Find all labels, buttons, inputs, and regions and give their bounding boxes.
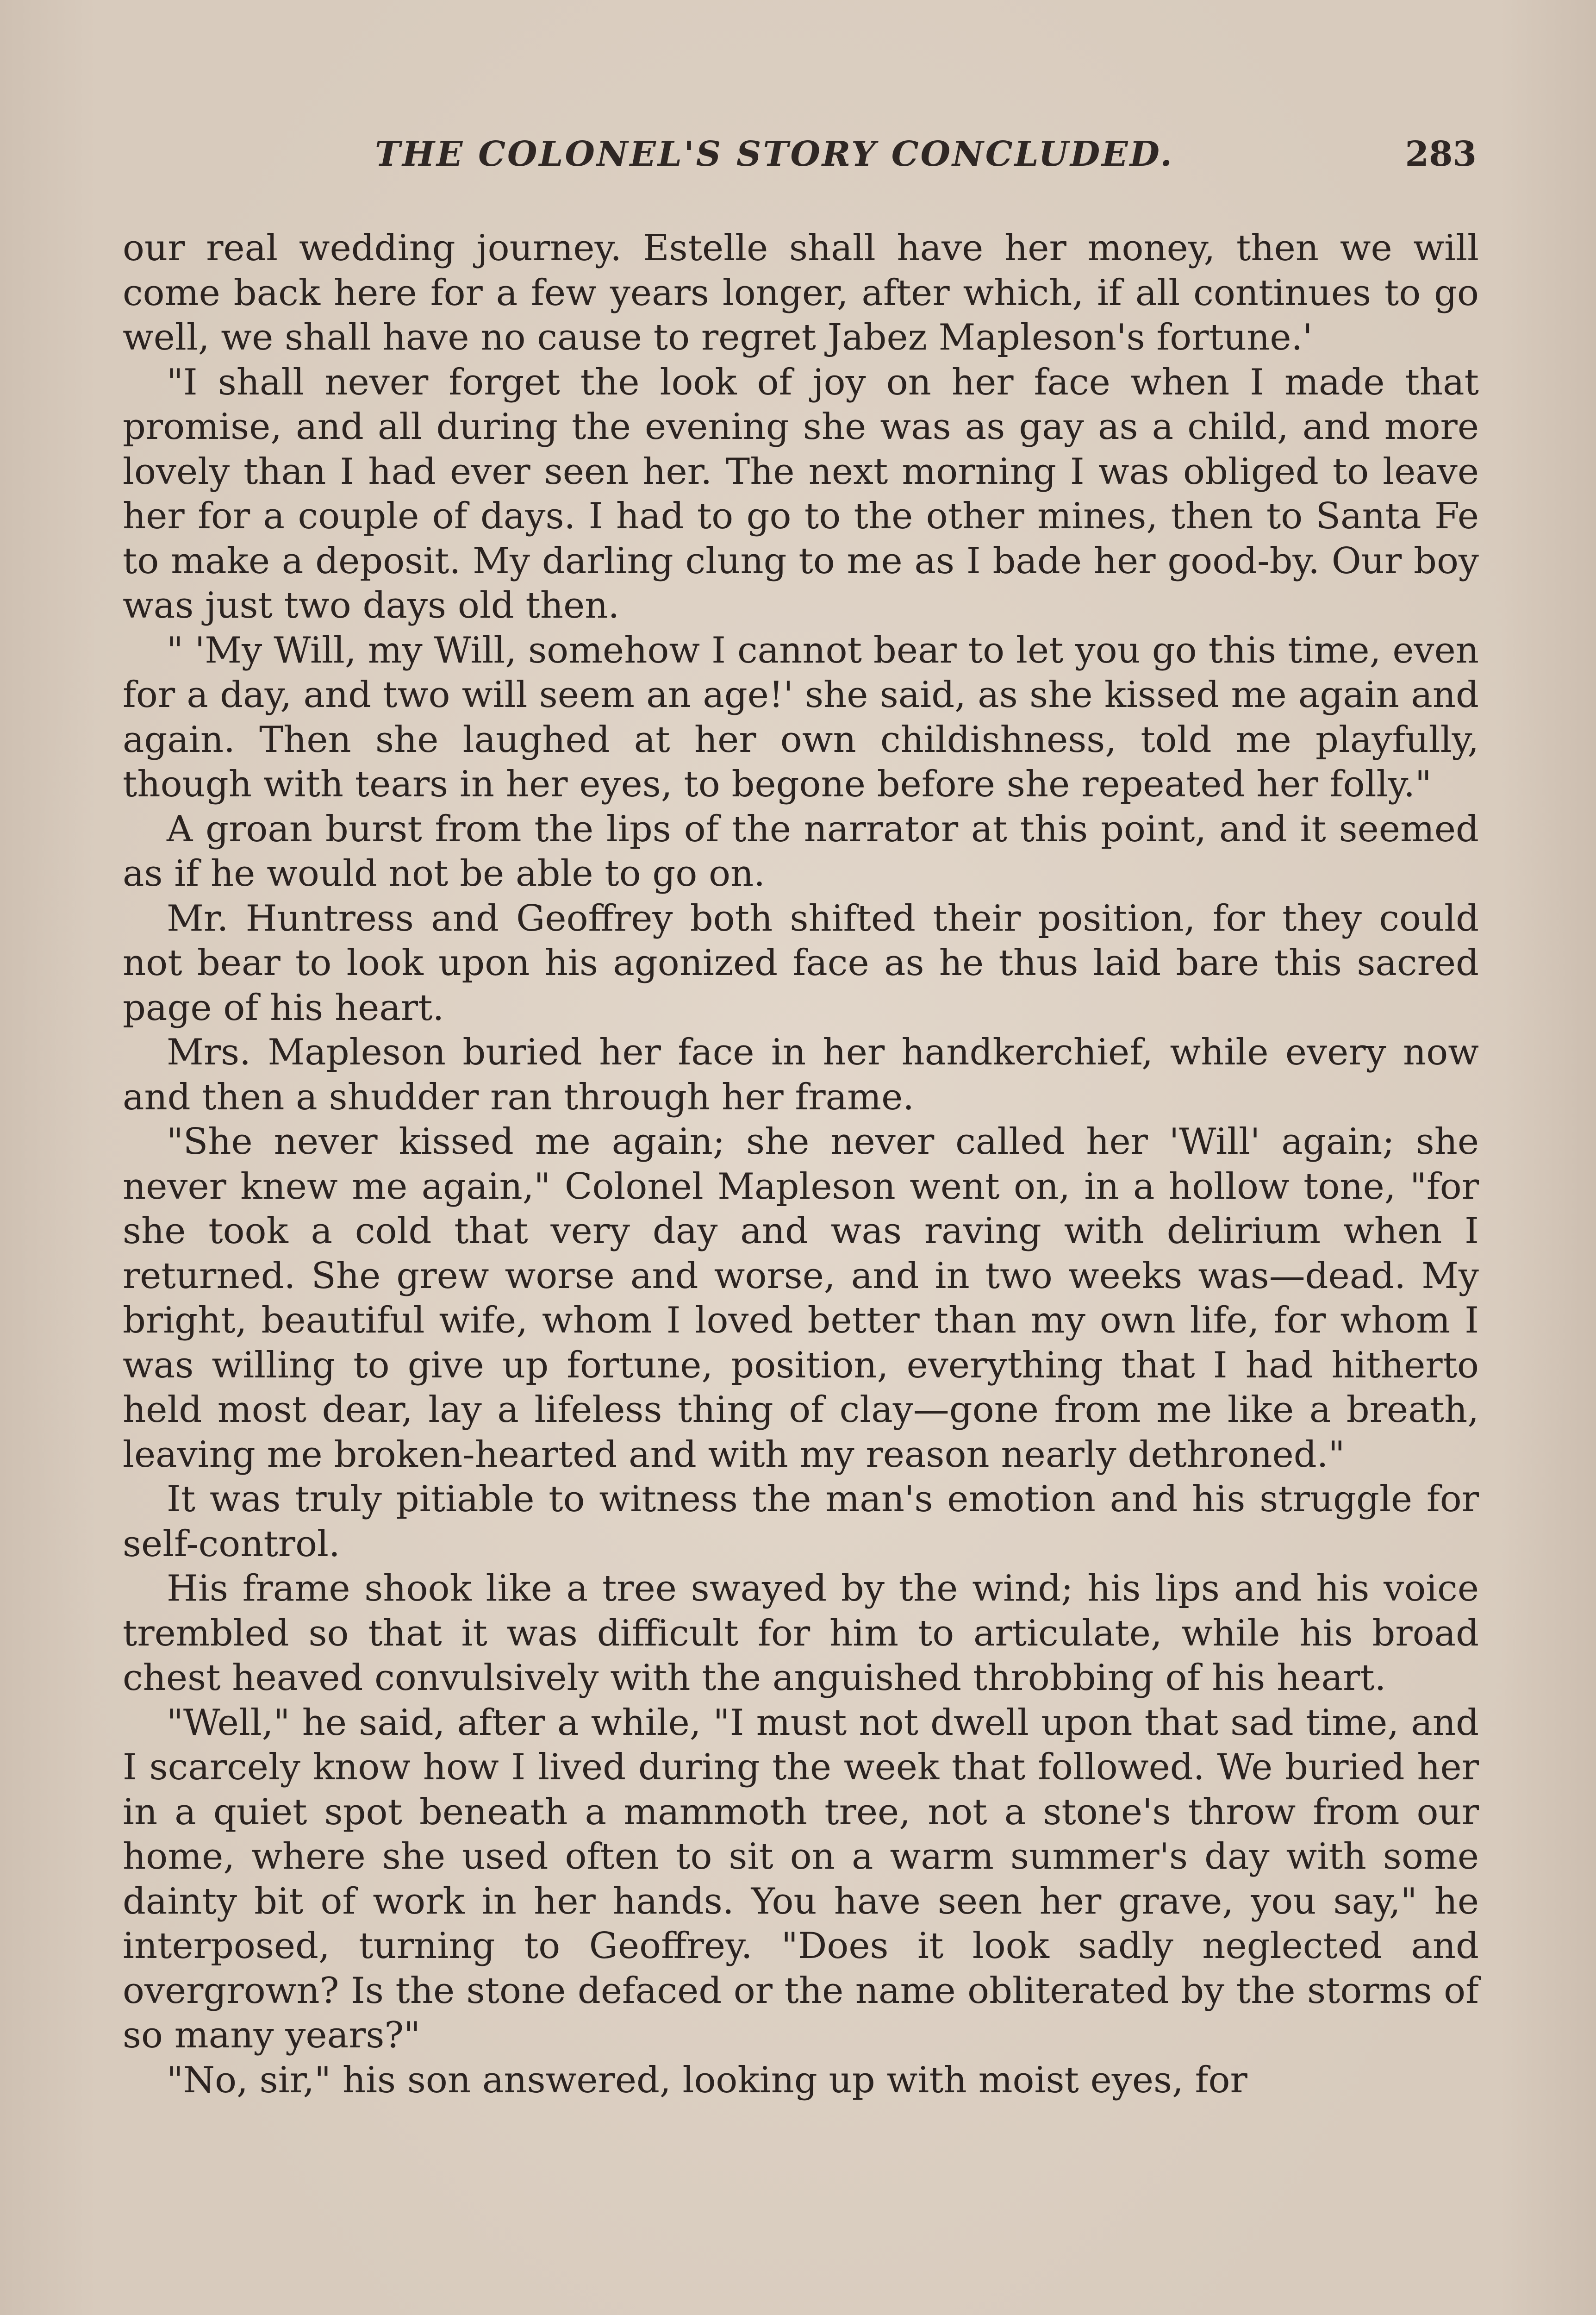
paragraph: " 'My Will, my Will, somehow I cannot bear to let you go this time, even for a day, and two will seem an age!' she said, as she kissed me again and again. Then she laughed at her own childishness, told me playfully, though with tears in her eyes, to begone before she repeated her folly." [123,629,1479,805]
paragraph: "No, sir," his son answered, looking up with moist eyes, for [167,2059,1247,2101]
paragraph: "She never kissed me again; she never called her 'Will' again; she never knew me again," Colonel Mapleson went on, in a hollow tone, "for she took a cold that very day and was raving with delirium when I returned. She grew worse and worse, and in two weeks was—dead. My bright, beautiful wife, whom I loved better than my own life, for whom I was willing to give up fortune, position, everything that I had hitherto held most dear, lay a lifeless thing of clay—gone from me like a breath, leaving me broken-hearted and with my reason nearly dethroned." [123,1121,1479,1476]
paragraph: "I shall never forget the look of joy on her face when I made that promise, and all during the evening she was as gay as a child, and more lovely than I had ever seen her. The next morning I was obliged to leave her for a couple of days. I had to go to the other mines, then to Santa Fe to make a deposit. My darling clung to me as I bade her good-by. Our boy was just two days old then. [123,361,1479,626]
paragraph: our real wedding journey. Estelle shall have her money, then we will come back here for a few years longer, after which, if all continues to go well, we shall have no cause to regret Jabez Mapleson's fortune.' [123,227,1479,358]
paragraph: His frame shook like a tree swayed by the wind; his lips and his voice trembled so that it was difficult for him to articulate, while his broad chest heaved convulsively with the anguished throbbing of his heart. [123,1568,1479,1699]
paragraph: Mrs. Mapleson buried her face in her handkerchief, while every now and then a shudder ran through her frame. [123,1032,1479,1118]
paragraph: Mr. Huntress and Geoffrey both shifted their position, for they could not bear to look upon his agonized face as he thus laid bare this sacred page of his heart. [123,897,1479,1029]
page-number: 283 [1405,134,1477,174]
paragraph: "Well," he said, after a while, "I must not dwell upon that sad time, and I scarcely know how I lived during the week that followed. We buried her in a quiet spot beneath a mammoth tree, not a stone's throw from our home, where she used often to sit on a warm summer's day with some dainty bit of work in her hands. You have seen her grave, you say," he interposed, turning to Geoffrey. "Does it look sadly neglected and overgrown? Is the stone defaced or the name obliterated by the storms of so many years?" [123,1702,1479,2056]
running-title: THE COLONEL'S STORY CONCLUDED. [375,134,1174,174]
page-header [125,134,1477,185]
paragraph: It was truly pitiable to witness the man's emotion and his struggle for self-control. [123,1478,1479,1565]
body-text [123,226,1479,2102]
paragraph: A groan burst from the lips of the narrator at this point, and it seemed as if he would not be able to go on. [123,808,1479,895]
